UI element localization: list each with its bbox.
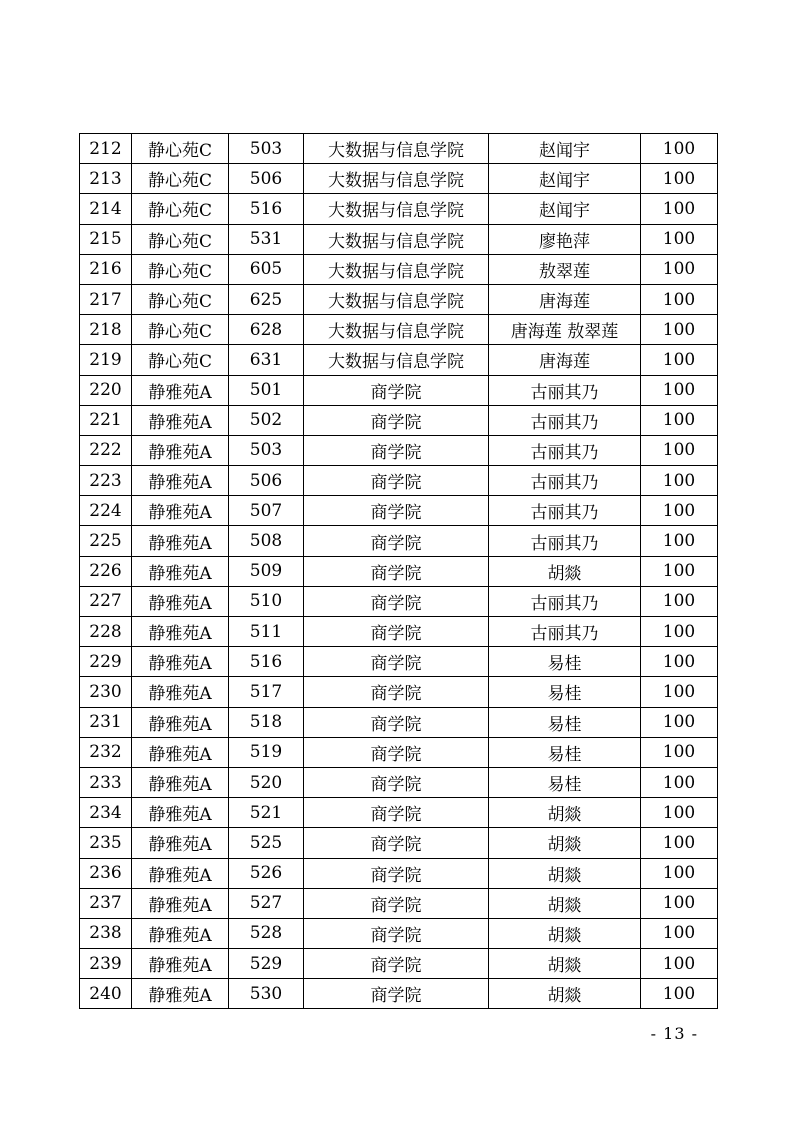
responsible-person-cell: 赵闻宇 — [489, 134, 641, 164]
responsible-person-cell: 胡燚 — [489, 888, 641, 918]
building-cell: 静雅苑A — [132, 767, 229, 797]
responsible-person-cell: 唐海莲 敖翠莲 — [489, 315, 641, 345]
row-number-cell: 239 — [80, 949, 132, 979]
score-cell: 100 — [641, 647, 718, 677]
row-number-cell: 213 — [80, 164, 132, 194]
score-cell: 100 — [641, 586, 718, 616]
college-cell: 商学院 — [304, 496, 489, 526]
building-cell: 静雅苑A — [132, 949, 229, 979]
building-cell: 静心苑C — [132, 345, 229, 375]
college-cell: 商学院 — [304, 888, 489, 918]
room-number-cell: 605 — [229, 254, 304, 284]
building-cell: 静心苑C — [132, 315, 229, 345]
college-cell: 商学院 — [304, 556, 489, 586]
building-cell: 静雅苑A — [132, 526, 229, 556]
score-cell: 100 — [641, 254, 718, 284]
score-cell: 100 — [641, 134, 718, 164]
table-row — [80, 707, 718, 737]
score-cell: 100 — [641, 767, 718, 797]
row-number-cell: 229 — [80, 647, 132, 677]
college-cell: 商学院 — [304, 979, 489, 1009]
college-cell: 商学院 — [304, 737, 489, 767]
row-number-cell: 225 — [80, 526, 132, 556]
room-number-cell: 517 — [229, 677, 304, 707]
score-cell: 100 — [641, 194, 718, 224]
page-number: - 13 - — [650, 1024, 698, 1043]
building-cell: 静雅苑A — [132, 707, 229, 737]
building-cell: 静心苑C — [132, 224, 229, 254]
score-cell: 100 — [641, 949, 718, 979]
table-row — [80, 677, 718, 707]
row-number-cell: 237 — [80, 888, 132, 918]
table-row — [80, 284, 718, 314]
building-cell: 静雅苑A — [132, 677, 229, 707]
score-cell: 100 — [641, 979, 718, 1009]
table-row — [80, 858, 718, 888]
responsible-person-cell: 易桂 — [489, 647, 641, 677]
responsible-person-cell: 古丽其乃 — [489, 375, 641, 405]
college-cell: 大数据与信息学院 — [304, 194, 489, 224]
building-cell: 静雅苑A — [132, 375, 229, 405]
table-row — [80, 224, 718, 254]
row-number-cell: 228 — [80, 617, 132, 647]
score-cell: 100 — [641, 707, 718, 737]
table-row — [80, 828, 718, 858]
score-cell: 100 — [641, 315, 718, 345]
table-row — [80, 194, 718, 224]
table-row — [80, 254, 718, 284]
row-number-cell: 238 — [80, 918, 132, 948]
table-body — [80, 134, 718, 1009]
college-cell: 商学院 — [304, 918, 489, 948]
table-row — [80, 345, 718, 375]
table-row — [80, 888, 718, 918]
row-number-cell: 235 — [80, 828, 132, 858]
room-number-cell: 518 — [229, 707, 304, 737]
room-number-cell: 506 — [229, 466, 304, 496]
table-row — [80, 979, 718, 1009]
row-number-cell: 234 — [80, 798, 132, 828]
row-number-cell: 222 — [80, 435, 132, 465]
responsible-person-cell: 古丽其乃 — [489, 617, 641, 647]
room-number-cell: 506 — [229, 164, 304, 194]
row-number-cell: 220 — [80, 375, 132, 405]
college-cell: 商学院 — [304, 375, 489, 405]
building-cell: 静雅苑A — [132, 647, 229, 677]
score-cell: 100 — [641, 858, 718, 888]
score-cell: 100 — [641, 617, 718, 647]
score-cell: 100 — [641, 466, 718, 496]
college-cell: 商学院 — [304, 526, 489, 556]
room-number-cell: 531 — [229, 224, 304, 254]
room-number-cell: 508 — [229, 526, 304, 556]
table-row — [80, 586, 718, 616]
score-cell: 100 — [641, 737, 718, 767]
score-cell: 100 — [641, 496, 718, 526]
row-number-cell: 236 — [80, 858, 132, 888]
room-number-cell: 529 — [229, 949, 304, 979]
table-row — [80, 556, 718, 586]
college-cell: 大数据与信息学院 — [304, 345, 489, 375]
building-cell: 静雅苑A — [132, 858, 229, 888]
college-cell: 大数据与信息学院 — [304, 164, 489, 194]
building-cell: 静雅苑A — [132, 979, 229, 1009]
room-number-cell: 510 — [229, 586, 304, 616]
building-cell: 静雅苑A — [132, 466, 229, 496]
building-cell: 静雅苑A — [132, 586, 229, 616]
responsible-person-cell: 唐海莲 — [489, 345, 641, 375]
table-row — [80, 798, 718, 828]
inspection-table — [79, 133, 718, 1009]
college-cell: 大数据与信息学院 — [304, 134, 489, 164]
row-number-cell: 240 — [80, 979, 132, 1009]
room-number-cell: 530 — [229, 979, 304, 1009]
table-row — [80, 737, 718, 767]
college-cell: 商学院 — [304, 647, 489, 677]
row-number-cell: 232 — [80, 737, 132, 767]
responsible-person-cell: 廖艳萍 — [489, 224, 641, 254]
room-number-cell: 527 — [229, 888, 304, 918]
score-cell: 100 — [641, 224, 718, 254]
score-cell: 100 — [641, 405, 718, 435]
table-row — [80, 134, 718, 164]
college-cell: 大数据与信息学院 — [304, 284, 489, 314]
row-number-cell: 218 — [80, 315, 132, 345]
row-number-cell: 212 — [80, 134, 132, 164]
table-row — [80, 435, 718, 465]
room-number-cell: 501 — [229, 375, 304, 405]
college-cell: 大数据与信息学院 — [304, 254, 489, 284]
room-number-cell: 521 — [229, 798, 304, 828]
responsible-person-cell: 古丽其乃 — [489, 405, 641, 435]
room-number-cell: 509 — [229, 556, 304, 586]
responsible-person-cell: 古丽其乃 — [489, 526, 641, 556]
table-row — [80, 918, 718, 948]
building-cell: 静雅苑A — [132, 617, 229, 647]
row-number-cell: 217 — [80, 284, 132, 314]
college-cell: 商学院 — [304, 677, 489, 707]
responsible-person-cell: 古丽其乃 — [489, 496, 641, 526]
responsible-person-cell: 敖翠莲 — [489, 254, 641, 284]
row-number-cell: 216 — [80, 254, 132, 284]
row-number-cell: 224 — [80, 496, 132, 526]
row-number-cell: 230 — [80, 677, 132, 707]
responsible-person-cell: 唐海莲 — [489, 284, 641, 314]
room-number-cell: 503 — [229, 435, 304, 465]
score-cell: 100 — [641, 798, 718, 828]
responsible-person-cell: 赵闻宇 — [489, 194, 641, 224]
responsible-person-cell: 胡燚 — [489, 798, 641, 828]
building-cell: 静雅苑A — [132, 496, 229, 526]
table-row — [80, 647, 718, 677]
responsible-person-cell: 赵闻宇 — [489, 164, 641, 194]
room-number-cell: 507 — [229, 496, 304, 526]
table-row — [80, 315, 718, 345]
table-row — [80, 375, 718, 405]
building-cell: 静雅苑A — [132, 828, 229, 858]
row-number-cell: 221 — [80, 405, 132, 435]
college-cell: 商学院 — [304, 858, 489, 888]
score-cell: 100 — [641, 677, 718, 707]
score-cell: 100 — [641, 435, 718, 465]
building-cell: 静雅苑A — [132, 918, 229, 948]
room-number-cell: 526 — [229, 858, 304, 888]
building-cell: 静心苑C — [132, 164, 229, 194]
row-number-cell: 231 — [80, 707, 132, 737]
college-cell: 商学院 — [304, 798, 489, 828]
table-row — [80, 949, 718, 979]
table-row — [80, 496, 718, 526]
responsible-person-cell: 胡燚 — [489, 858, 641, 888]
responsible-person-cell: 胡燚 — [489, 949, 641, 979]
score-cell: 100 — [641, 345, 718, 375]
responsible-person-cell: 古丽其乃 — [489, 466, 641, 496]
score-cell: 100 — [641, 888, 718, 918]
room-number-cell: 628 — [229, 315, 304, 345]
room-number-cell: 503 — [229, 134, 304, 164]
building-cell: 静雅苑A — [132, 798, 229, 828]
table-row — [80, 767, 718, 797]
score-cell: 100 — [641, 918, 718, 948]
table-row — [80, 164, 718, 194]
table-row — [80, 405, 718, 435]
score-cell: 100 — [641, 526, 718, 556]
row-number-cell: 215 — [80, 224, 132, 254]
room-number-cell: 511 — [229, 617, 304, 647]
building-cell: 静心苑C — [132, 134, 229, 164]
building-cell: 静雅苑A — [132, 556, 229, 586]
row-number-cell: 226 — [80, 556, 132, 586]
row-number-cell: 233 — [80, 767, 132, 797]
responsible-person-cell: 胡燚 — [489, 828, 641, 858]
responsible-person-cell: 古丽其乃 — [489, 435, 641, 465]
building-cell: 静心苑C — [132, 254, 229, 284]
table-row — [80, 466, 718, 496]
building-cell: 静雅苑A — [132, 405, 229, 435]
building-cell: 静心苑C — [132, 194, 229, 224]
building-cell: 静雅苑A — [132, 737, 229, 767]
score-cell: 100 — [641, 375, 718, 405]
college-cell: 大数据与信息学院 — [304, 224, 489, 254]
score-cell: 100 — [641, 164, 718, 194]
row-number-cell: 214 — [80, 194, 132, 224]
college-cell: 商学院 — [304, 828, 489, 858]
room-number-cell: 516 — [229, 647, 304, 677]
college-cell: 商学院 — [304, 707, 489, 737]
college-cell: 商学院 — [304, 435, 489, 465]
college-cell: 商学院 — [304, 617, 489, 647]
score-cell: 100 — [641, 556, 718, 586]
row-number-cell: 223 — [80, 466, 132, 496]
table-row — [80, 526, 718, 556]
responsible-person-cell: 易桂 — [489, 737, 641, 767]
row-number-cell: 219 — [80, 345, 132, 375]
row-number-cell: 227 — [80, 586, 132, 616]
responsible-person-cell: 胡燚 — [489, 918, 641, 948]
responsible-person-cell: 易桂 — [489, 767, 641, 797]
responsible-person-cell: 易桂 — [489, 677, 641, 707]
room-number-cell: 519 — [229, 737, 304, 767]
room-number-cell: 502 — [229, 405, 304, 435]
college-cell: 商学院 — [304, 767, 489, 797]
college-cell: 商学院 — [304, 466, 489, 496]
table-row — [80, 617, 718, 647]
room-number-cell: 525 — [229, 828, 304, 858]
room-number-cell: 528 — [229, 918, 304, 948]
responsible-person-cell: 胡燚 — [489, 556, 641, 586]
responsible-person-cell: 古丽其乃 — [489, 586, 641, 616]
room-number-cell: 516 — [229, 194, 304, 224]
responsible-person-cell: 易桂 — [489, 707, 641, 737]
responsible-person-cell: 胡燚 — [489, 979, 641, 1009]
score-cell: 100 — [641, 284, 718, 314]
score-cell: 100 — [641, 828, 718, 858]
college-cell: 商学院 — [304, 586, 489, 616]
college-cell: 商学院 — [304, 949, 489, 979]
building-cell: 静心苑C — [132, 284, 229, 314]
college-cell: 大数据与信息学院 — [304, 315, 489, 345]
building-cell: 静雅苑A — [132, 435, 229, 465]
building-cell: 静雅苑A — [132, 888, 229, 918]
college-cell: 商学院 — [304, 405, 489, 435]
room-number-cell: 520 — [229, 767, 304, 797]
room-number-cell: 631 — [229, 345, 304, 375]
room-number-cell: 625 — [229, 284, 304, 314]
